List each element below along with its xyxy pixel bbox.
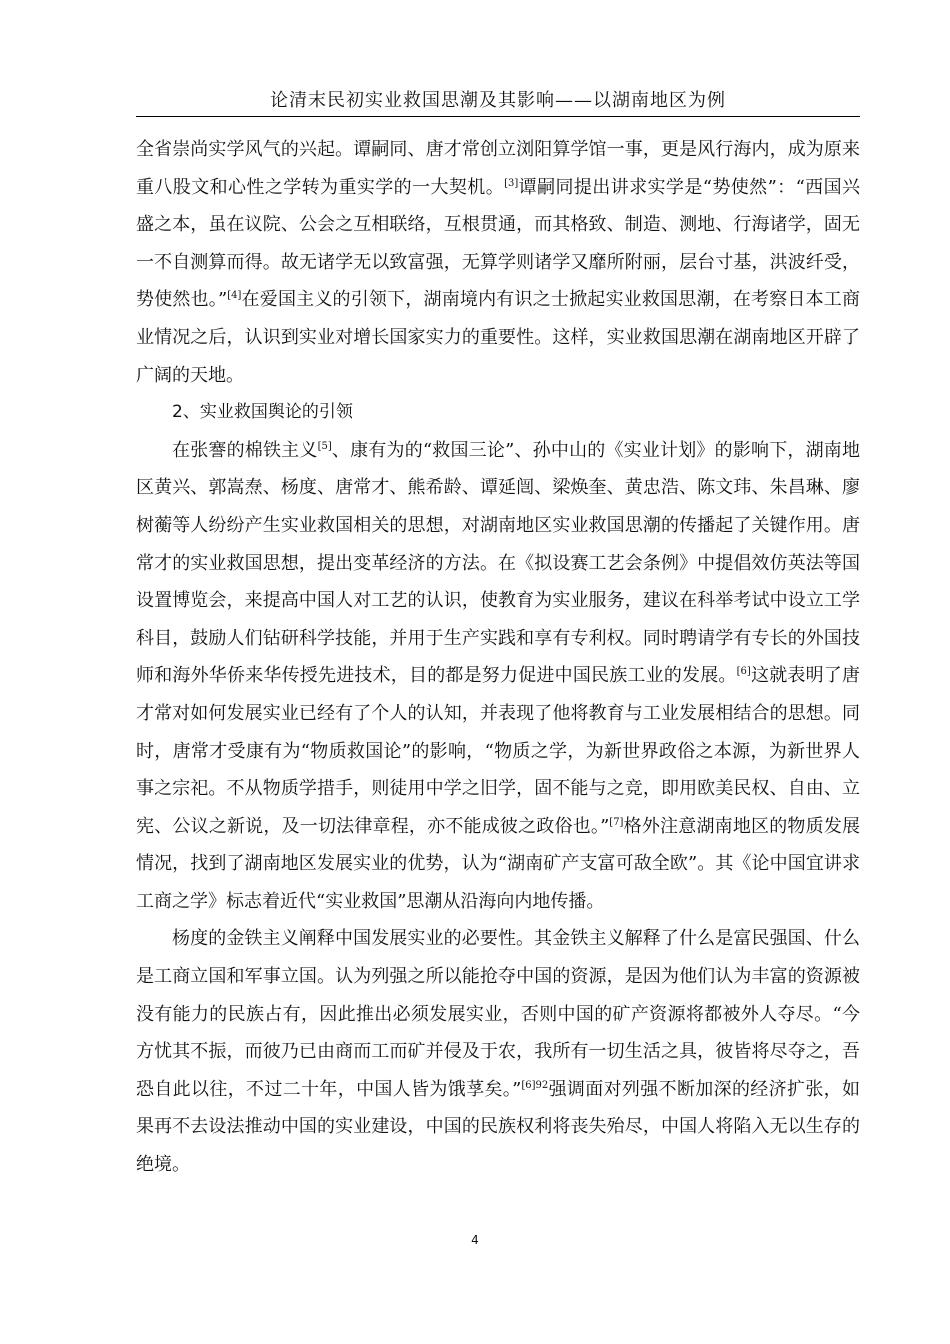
paragraph-3 — [136, 920, 860, 1183]
citation-4: [4] — [227, 290, 242, 302]
citation-5: [5] — [317, 440, 332, 452]
paragraph-1-text-1: 全省崇尚实学风气的兴起。谭嗣同、唐才常创立浏阳算学馆一事，更是风行海内，成为原来重八股文和心性之学转为重实学的一大契机。 — [136, 139, 860, 198]
running-header: 论清末民初实业救国思潮及其影响——以湖南地区为例 — [270, 90, 726, 111]
citation-7: [7] — [609, 816, 624, 828]
paragraph-2 — [136, 432, 860, 921]
header-rule — [136, 116, 860, 117]
page-number: 4 — [471, 1233, 479, 1247]
citation-6: [6] — [736, 666, 751, 678]
paragraph-2-text-2: 、康有为的“救国三论”、孙中山的《实业计划》的影响下，湖南地区黄兴、郭嵩焘、杨度、唐常才、熊希龄、谭延闿、梁焕奎、黄忠浩、陈文玮、朱昌琳、廖树蘅等人纷纷产生实业救国相关的思想，对湖南地区实业救国思潮的传播起了关键作用。唐常才的实业救国思想，提出变革经济的方法。在《拟设赛工艺会条例》中提倡效仿英法等国设置博览会，来提高中国人对工艺的认识，使教育为实业服务，建议在科举考试中设立工学科目，鼓励人们钻研科学技能，并用于生产实践和享有专利权。同时聘请学有专长的外国技师和海外华侨来华传授先进技术，目的都是努力促进中国民族工业的发展。 — [136, 439, 860, 687]
paragraph-1-text-3: 在爱国主义的引领下，湖南境内有识之士掀起实业救国思潮，在考察日本工商业情况之后，认识到实业对增长国家实力的重要性。这样，实业救国思潮在湖南地区开辟了广阔的天地。 — [136, 289, 861, 386]
paragraph-2-text-3: 这就表明了唐才常对如何发展实业已经有了个人的认知，并表现了他将教育与工业发展相结合的思想。同时，唐常才受康有为“物质救国论”的影响，“物质之学，为新世界政俗之本源，为新世界人事之宗祀。不从物质学措手，则徒用中学之旧学，固不能与之竞，即用欧美民权、自由、立宪、公议之新说，及一切法律章程，亦不能成彼之政俗也。” — [136, 665, 861, 837]
citation-6-92: [6]92 — [521, 1079, 549, 1091]
paragraph-1-text-2: 谭嗣同提出讲求实学是“势使然”：“西国兴盛之本，虽在议院、公会之互相联络，互根贯通，而其格致、制造、测地、行海诸学，固无一不自测算而得。故无诸学无以致富强，无算学则诸学又靡所附丽，层台寸基，洪波纤受，势使然也。” — [136, 176, 860, 311]
paragraph-2-text-1: 在张謇的棉铁主义 — [172, 439, 318, 461]
section-heading: 2、实业救国舆论的引领 — [172, 402, 353, 423]
paragraph-3-text-2: 强调面对列强不断加深的经济扩张，如果再不去设法推动中国的实业建设，中国的民族权利将丧失殆尽，中国人将陷入无以生存的绝境。 — [136, 1078, 861, 1176]
paragraph-2-text-4: 格外注意湖南地区的物质发展情况，找到了湖南地区发展实业的优势，认为“湖南矿产支富可敌全欧”。其《论中国宜讲求工商之学》标志着近代“实业救国”思潮从沿海向内地传播。 — [136, 815, 861, 912]
body-text — [136, 131, 860, 1184]
citation-3: [3] — [504, 177, 519, 189]
paragraph-1 — [136, 131, 860, 394]
paragraph-3-text-1: 杨度的金铁主义阐释中国发展实业的必要性。其金铁主义解释了什么是富民强国、什么是工商立国和军事立国。认为列强之所以能抢夺中国的资源，是因为他们认为丰富的资源被没有能力的民族占有，因此推出必须发展实业，否则中国的矿产资源将都被外人夺尽。“今方忧其不振，而彼乃已由商而工而矿并侵及于农，我所有一切生活之具，彼皆将尽夺之，吾恐自此以往，不过二十年，中国人皆为饿莩矣。” — [136, 928, 860, 1100]
